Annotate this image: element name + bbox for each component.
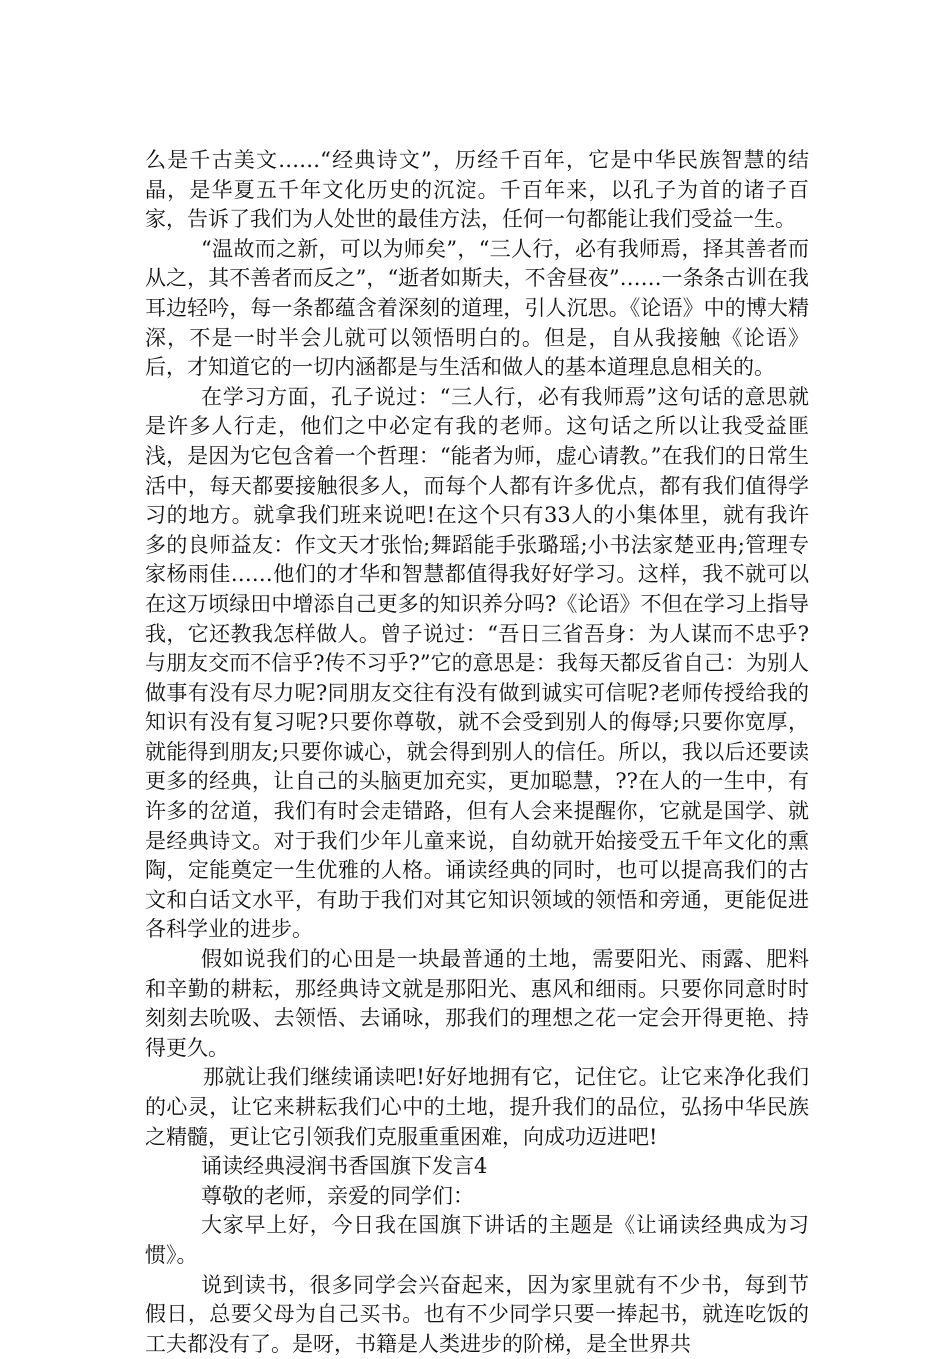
paragraph-6: 大家早上好，今日我在国旗下讲话的主题是《让诵读经典成为习惯》。 — [145, 1213, 809, 1267]
section-heading: 诵读经典浸润书香国旗下发言4 — [201, 1154, 488, 1179]
paragraph-3: 在学习方面，孔子说过：“三人行，必有我师焉”这句话的意思就是许多人行走，他们之中必定有我的老师。这句话之所以让我受益匪浅，是因为它包含着一个哲理：“能者为师，虚心请教。”在我们的日常生活中，每天都要接触很多人，而每个人都有许多优点，都有我们值得学习的地方。就拿我们班来说吧!在这个只有33人的小集体里，就有我许多的良师益友：作文天才张怡;舞蹈能手张璐瑶;小书法家楚亚冉;管理专家杨雨佳……他们的才华和智慧都值得我好好学习。这样，我不就可以在这万顷绿田中增添自己更多的知识养分吗?《论语》不但在学习上指导我，它还教我怎样做人。曾子说过：“吾日三省吾身：为人谋而不忠乎?与朋友交而不信乎?传不习乎?”它的意思是：我每天都反省自己：为别人做事有没有尽力呢?同朋友交往有没有做到诚实可信呢?老师传授给我的知识有没有复习呢?只要你尊敬，就不会受到别人的侮辱;只要你宽厚，就能得到朋友;只要你诚心，就会得到别人的信任。所以，我以后还要读更多的经典，让自己的头脑更加充实，更加聪慧，??在人的一生中，有许多的岔道，我们有时会走错路，但有人会来提醒你，它就是国学、就是经典诗文。对于我们少年儿童来说，自幼就开始接受五千年文化的熏陶，定能奠定一生优雅的人格。诵读经典的同时，也可以提高我们的古文和白话文水平，有助于我们对其它知识领域的领悟和旁通，更能促进各科学业的进步。 — [145, 384, 809, 942]
salutation: 尊敬的老师，亲爱的同学们： — [201, 1183, 474, 1208]
paragraph-5: 那就让我们继续诵读吧!好好地拥有它，记住它。让它来净化我们的心灵，让它来耕耘我们心中的土地，提升我们的品位，弘扬中华民族之精髓，更让它引领我们克服重重困难，向成功迈进吧! — [145, 1065, 809, 1149]
paragraph-7: 说到读书，很多同学会兴奋起来，因为家里就有不少书，每到节假日，总要父母为自己买书。也有不少同学只要一捧起书，就连吃饭的工夫都没有了。是呀，书籍是人类进步的阶梯，是全世界共 — [145, 1272, 809, 1356]
paragraph-2: “温故而之新，可以为师矣”，“三人行，必有我师焉，择其善者而从之，其不善者而反之”，“逝者如斯夫，不舍昼夜”……一条条古训在我耳边轻吟，每一条都蕴含着深刻的道理，引人沉思。《论语》中的博大精深，不是一时半会儿就可以领悟明白的。但是，自从我接触《论语》后，才知道它的一切内涵都是与生活和做人的基本道理息息相关的。 — [145, 236, 809, 380]
paragraph-1: 么是千古美文……“经典诗文”，历经千百年，它是中华民族智慧的结晶，是华夏五千年文化历史的沉淀。千百年来，以孔子为首的诸子百家，告诉了我们为人处世的最佳方法，任何一句都能让我们受益一生。 — [145, 148, 809, 232]
paragraph-4: 假如说我们的心田是一块最普通的土地，需要阳光、雨露、肥料和辛勤的耕耘，那经典诗文就是那阳光、惠风和细雨。只要你同意时时刻刻去吮吸、去领悟、去诵咏，那我们的理想之花一定会开得更艳、持得更久。 — [145, 947, 809, 1060]
document-page — [145, 146, 809, 1359]
